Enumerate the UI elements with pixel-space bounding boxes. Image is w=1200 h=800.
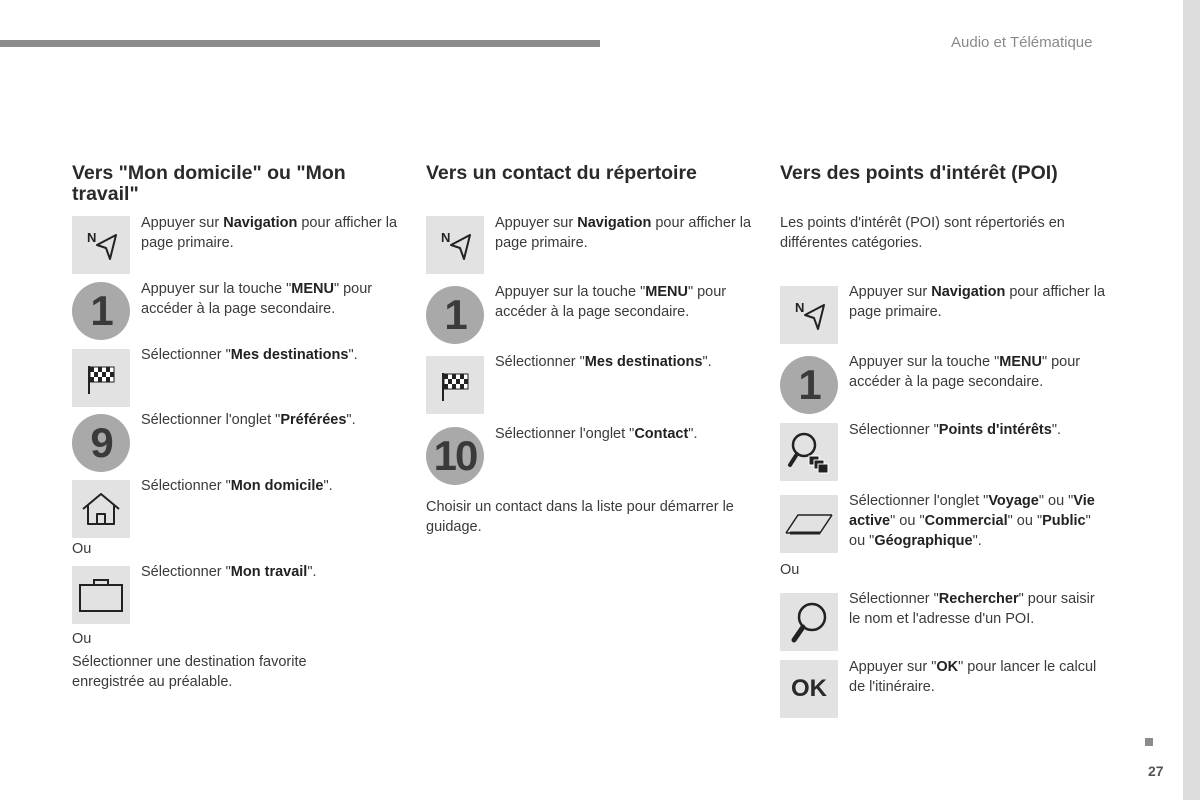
home-icon: [72, 480, 130, 538]
navigation-icon: [72, 216, 130, 274]
category-tabs-icon: [780, 495, 838, 553]
step-text: Sélectionner "Mon domicile".: [141, 478, 333, 494]
briefcase-icon: [72, 566, 130, 624]
column-home-work: [72, 0, 402, 800]
navigation-icon: [780, 286, 838, 344]
svg-text:N: N: [441, 230, 451, 245]
search-icon: [780, 593, 838, 651]
step-text: Sélectionner "Rechercher" pour saisir le nom et l'adresse d'un POI.: [849, 591, 1095, 627]
step-number-badge: 1: [72, 282, 130, 340]
or-label: Ou: [72, 541, 92, 557]
step-text: Appuyer sur Navigation pour afficher la page primaire.: [849, 284, 1106, 320]
step-text: Appuyer sur la touche "MENU" pour accéder à la page secondaire.: [849, 354, 1081, 390]
column-title: Vers des points d'intérêt (POI): [780, 162, 1058, 184]
column-title: Vers "Mon domicile" ou "Mon travail": [72, 162, 346, 205]
step-number-badge: 9: [72, 414, 130, 472]
or-label: Ou: [780, 562, 800, 578]
flag-icon: [426, 356, 484, 414]
svg-text:N: N: [795, 300, 805, 315]
step-text: Appuyer sur "OK" pour lancer le calcul de l'itinéraire.: [849, 659, 1097, 695]
final-instruction: Choisir un contact dans la liste pour démarrer le guidage.: [426, 499, 734, 535]
step-text: Sélectionner "Mes destinations".: [495, 354, 712, 370]
svg-text:N: N: [87, 230, 97, 245]
page-number: 27: [1148, 763, 1164, 779]
step-text: Sélectionner "Points d'intérêts".: [849, 422, 1062, 438]
step-text: Sélectionner l'onglet "Voyage" ou "Vie active" ou "Commercial" ou "Public" ou "Géographique".: [849, 493, 1095, 549]
flag-icon: [72, 349, 130, 407]
navigation-icon: [426, 216, 484, 274]
section-title: Audio et Télématique: [951, 34, 1093, 51]
ok-icon: OK: [780, 660, 838, 718]
step-text: Appuyer sur Navigation pour afficher la page primaire.: [141, 215, 398, 251]
step-text: Appuyer sur la touche "MENU" pour accéder à la page secondaire.: [141, 281, 373, 317]
step-text: Appuyer sur la touche "MENU" pour accéder à la page secondaire.: [495, 284, 727, 320]
step-number-badge: 1: [780, 356, 838, 414]
step-text: Sélectionner l'onglet "Contact".: [495, 426, 698, 442]
step-text: Sélectionner l'onglet "Préférées".: [141, 412, 356, 428]
step-text: Sélectionner "Mon travail".: [141, 564, 317, 580]
intro-text: Les points d'intérêt (POI) sont répertoriés en différentes catégories.: [780, 215, 1065, 251]
or-label: Ou: [72, 631, 92, 647]
final-instruction: Sélectionner une destination favorite enregistrée au préalable.: [72, 654, 307, 690]
column-poi: [780, 0, 1110, 800]
section-end-marker: [1145, 738, 1153, 746]
page-edge-tab: [1183, 0, 1200, 800]
step-text: Appuyer sur Navigation pour afficher la page primaire.: [495, 215, 752, 251]
column-title: Vers un contact du répertoire: [426, 162, 697, 184]
step-number-badge: 10: [426, 427, 484, 485]
step-text: Sélectionner "Mes destinations".: [141, 347, 358, 363]
poi-search-icon: [780, 423, 838, 481]
step-number-badge: 1: [426, 286, 484, 344]
column-contact: [426, 0, 756, 800]
